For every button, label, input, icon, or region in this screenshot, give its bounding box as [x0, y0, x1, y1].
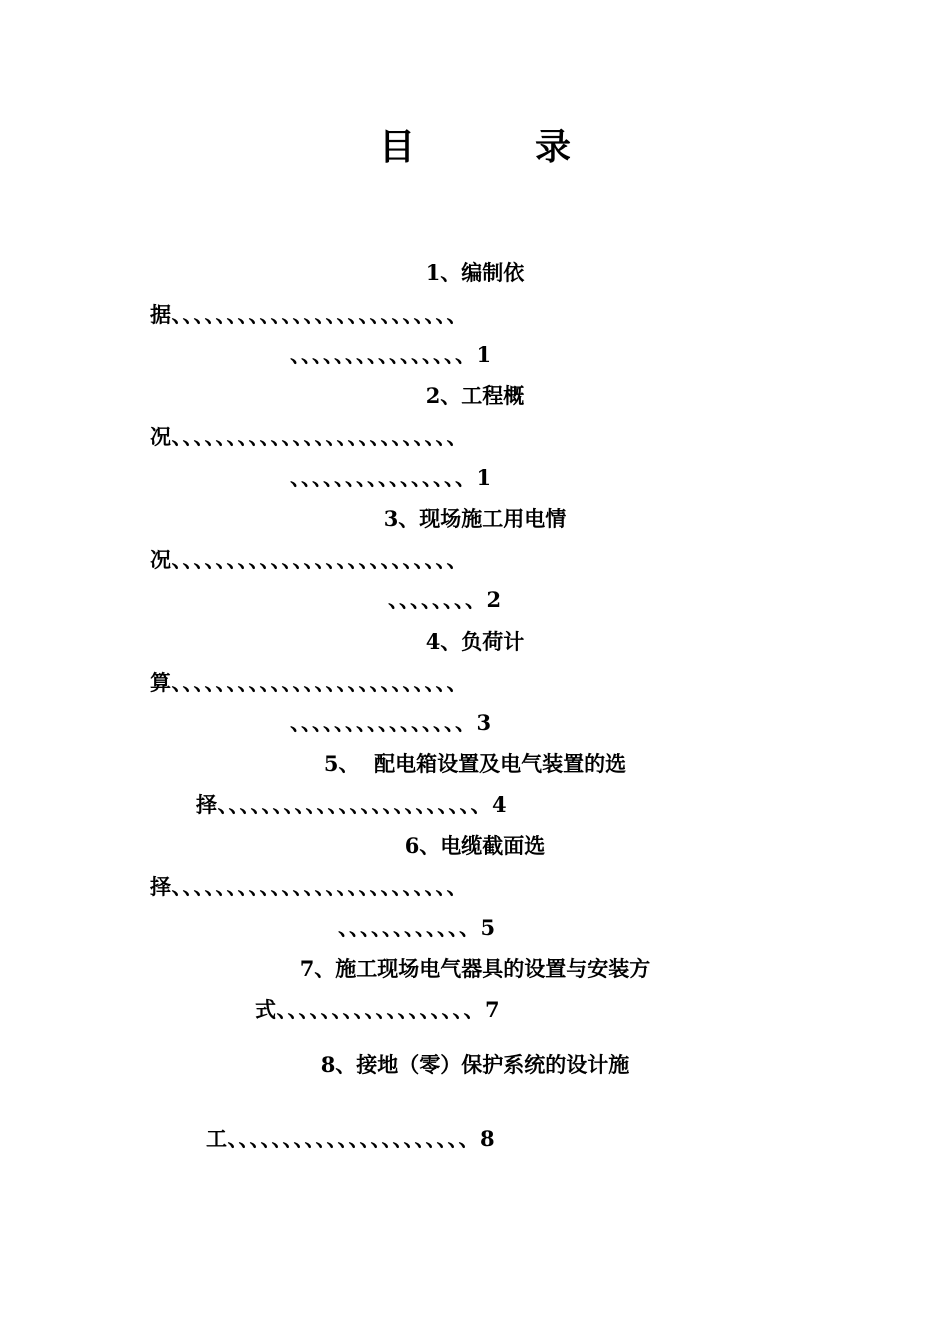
toc-entry-6-title[interactable]: 6、电缆截面选	[404, 833, 546, 858]
toc-entry-3-page: 、、、、、、、、2	[388, 587, 502, 612]
title-char-1: 目	[378, 126, 415, 168]
toc-entry-5-leader: 择、、、、、、、、、、、、、、、、、、、、、、、、4	[196, 792, 508, 817]
toc-entry-6-page: 、、、、、、、、、、、、5	[338, 915, 496, 940]
toc-entry-7-title[interactable]: 7、施工现场电气器具的设置与安装方	[299, 956, 651, 981]
toc-entry-5-title[interactable]: 5、 配电箱设置及电气装置的选	[323, 751, 627, 776]
toc-entry-6-leader: 择、、、、、、、、、、、、、、、、、、、、、、、、、、	[150, 874, 468, 899]
toc-entry-7-leader: 式、、、、、、、、、、、、、、、、、、7	[255, 997, 501, 1022]
toc-entry-4-title[interactable]: 4、负荷计	[425, 629, 525, 654]
toc-entry-3-leader: 况、、、、、、、、、、、、、、、、、、、、、、、、、、	[150, 547, 468, 572]
toc-entry-4-leader: 算、、、、、、、、、、、、、、、、、、、、、、、、、、	[150, 670, 468, 695]
toc-entry-8-leader: 工、、、、、、、、、、、、、、、、、、、、、、8	[206, 1126, 496, 1151]
toc-entry-2-title[interactable]: 2、工程概	[425, 383, 525, 408]
toc-entry-1-title[interactable]: 1、编制依	[425, 260, 525, 285]
toc-entry-4-page: 、、、、、、、、、、、、、、、、3	[290, 710, 492, 735]
toc-entry-3-title[interactable]: 3、现场施工用电情	[383, 506, 567, 531]
toc-entry-1-page: 、、、、、、、、、、、、、、、、1	[290, 342, 492, 367]
toc-entry-2-leader: 况、、、、、、、、、、、、、、、、、、、、、、、、、、	[150, 424, 468, 449]
title-char-2: 录	[535, 126, 572, 168]
toc-entry-1-leader: 据、、、、、、、、、、、、、、、、、、、、、、、、、、	[150, 302, 468, 327]
toc-entry-8-title[interactable]: 8、接地（零）保护系统的设计施	[320, 1052, 630, 1077]
toc-entry-2-page: 、、、、、、、、、、、、、、、、1	[290, 465, 492, 490]
